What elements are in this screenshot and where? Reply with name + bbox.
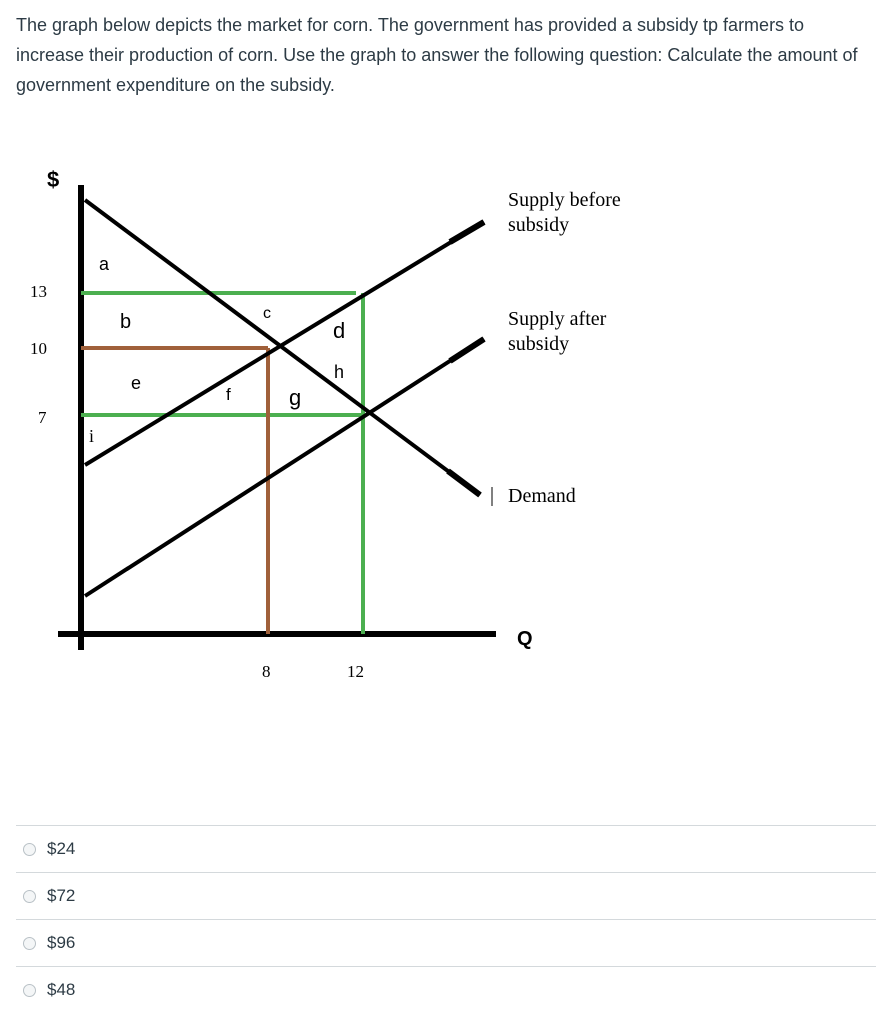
supply-before-label-line1: Supply before [508,189,621,211]
answer-option-3[interactable] [16,919,876,966]
area-label-g: g [289,385,302,410]
y-axis-label: $ [47,167,60,192]
answer-option-1[interactable] [16,825,876,872]
area-label-b: b [120,311,132,333]
radio-button[interactable] [23,937,36,950]
x-axis-label: Q [517,628,533,650]
price-tick-13: 13 [30,282,47,301]
area-label-c: c [263,305,271,322]
answer-option-4[interactable] [16,966,876,1013]
answer-option-2[interactable] [16,872,876,919]
price-tick-10: 10 [30,339,47,358]
supply-after-label-line2: subsidy [508,333,570,355]
demand-label: Demand [508,485,576,507]
area-label-a: a [99,254,110,274]
area-label-h: h [334,362,345,382]
area-label-e: e [131,373,142,393]
price-tick-7: 7 [38,408,47,427]
answer-label: $72 [47,886,76,905]
answer-label: $48 [47,980,76,999]
radio-button[interactable] [23,843,36,856]
supply-before-curve [85,222,484,465]
question-text: The graph below depicts the market for corn. The government has provided a subsidy tp farmers to increase their production of corn. Use the graph to answer the following question: Calculate the amount of government expenditure on the subsidy. [16,15,858,95]
area-label-f: f [226,385,231,404]
answer-label: $96 [47,933,76,952]
radio-button[interactable] [23,890,36,903]
quantity-tick-8: 8 [262,662,271,681]
quantity-tick-12: 12 [347,662,364,681]
supply-after-label-line1: Supply after [508,308,607,330]
supply-after-curve [85,339,484,596]
area-label-d: d [333,318,346,343]
supply-before-label-line2: subsidy [508,214,570,236]
subsidy-graph [0,150,876,690]
answer-list [16,825,876,1013]
answer-label: $24 [47,839,76,858]
radio-button[interactable] [23,984,36,997]
area-label-i: i [89,426,95,446]
